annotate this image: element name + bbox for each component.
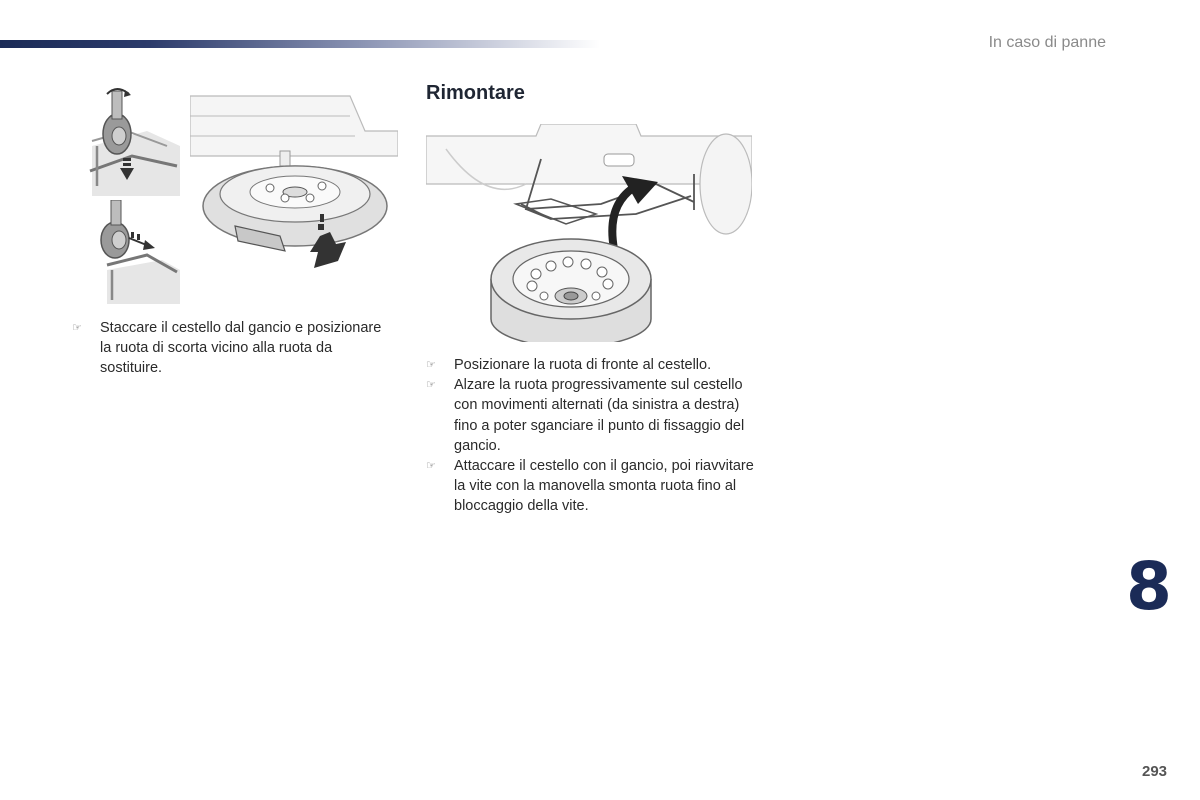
page-number: 293	[1142, 763, 1168, 780]
pointing-hand-icon: ☞	[72, 322, 82, 334]
spare-wheel-remount-illustration	[426, 124, 752, 346]
list-item	[426, 355, 756, 375]
list-item	[426, 375, 756, 456]
section-title: In caso di panne	[988, 34, 1106, 51]
spare-wheel-lowering-illustration	[190, 86, 398, 286]
left-instruction-list	[72, 318, 382, 379]
pointing-hand-icon: ☞	[426, 460, 436, 473]
pointing-hand-icon: ☞	[426, 379, 436, 392]
header-accent-bar	[0, 40, 600, 48]
list-item-text: Alzare la ruota progressivamente sul cestello con movimenti alternati (da sinistra a destra) fino a poter sganciare il punto di fissaggio del gancio.	[454, 377, 745, 454]
hook-release-illustration-bottom	[87, 200, 181, 304]
section-heading: Rimontare	[426, 82, 525, 104]
list-item-text: Posizionare la ruota di fronte al cestello.	[454, 357, 712, 373]
right-instruction-list	[426, 355, 756, 517]
list-item	[426, 456, 756, 517]
chapter-number: 8	[1126, 548, 1172, 625]
hook-release-illustration-top	[87, 86, 181, 196]
list-item-text: Attaccare il cestello con il gancio, poi riavvitare la vite con la manovella smonta ruota fino al bloccaggio della vite.	[454, 458, 754, 515]
pointing-hand-icon: ☞	[426, 359, 436, 371]
list-item	[72, 318, 382, 379]
list-item-text: Staccare il cestello dal gancio e posizionare la ruota di scorta vicino alla ruota da sostituire.	[100, 320, 382, 377]
